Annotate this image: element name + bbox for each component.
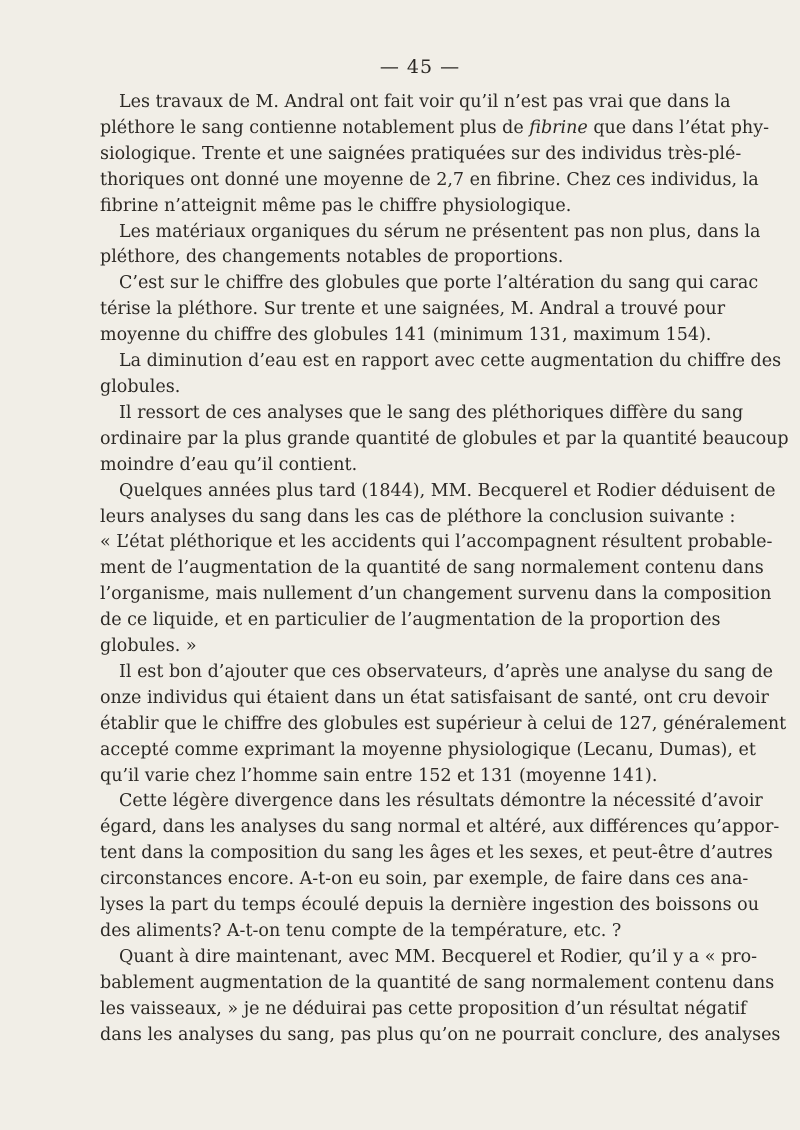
- text-line: Les matériaux organiques du sérum ne présentent pas non plus, dans la: [119, 221, 761, 242]
- text-line: ment de l’augmentation de la quantité de sang normalement contenu dans: [100, 558, 764, 579]
- text-line: les vaisseaux, » je ne déduirai pas cette proposition d’un résultat négatif: [100, 998, 747, 1019]
- text-line: thoriques ont donné une moyenne de 2,7 en fibrine. Chez ces individus, la: [100, 169, 759, 190]
- paragraph: [100, 789, 780, 944]
- emphasis: fibrine: [529, 117, 588, 138]
- text-line: « L’état pléthorique et les accidents qui l’accompagnent résultent probable-: [100, 532, 773, 553]
- text-line: égard, dans les analyses du sang normal et altéré, aux différences qu’appor-: [100, 817, 780, 838]
- paragraph: [100, 349, 782, 401]
- text-line: bablement augmentation de la quantité de sang normalement contenu dans: [100, 972, 775, 993]
- text-line: térise la pléthore. Sur trente et une saignées, M. Andral a trouvé pour: [100, 299, 726, 320]
- text-line: leurs analyses du sang dans les cas de pléthore la conclusion suivante :: [100, 506, 736, 527]
- text-line: établir que le chiffre des globules est supérieur à celui de 127, généralement: [100, 713, 787, 734]
- paragraph: [100, 401, 789, 479]
- text-line: [100, 116, 770, 142]
- paragraph: [100, 90, 770, 220]
- text-line: dans les analyses du sang, pas plus qu’on ne pourrait conclure, des analyses: [100, 1024, 781, 1045]
- text-line: moyenne du chiffre des globules 141 (minimum 131, maximum 154).: [100, 325, 712, 346]
- body-text: [100, 90, 789, 1049]
- text-line: circonstances encore. A-t-on eu soin, par exemple, de faire dans ces ana-: [100, 869, 749, 890]
- text-run: pléthore le sang contienne notablement plus de: [100, 117, 530, 138]
- paragraph: [100, 479, 776, 660]
- text-line: siologique. Trente et une saignées pratiquées sur des individus très-plé-: [100, 143, 742, 164]
- text-line: lyses la part du temps écoulé depuis la dernière ingestion des boissons ou: [100, 895, 759, 916]
- text-line: Il est bon d’ajouter que ces observateurs, d’après une analyse du sang de: [119, 661, 774, 682]
- paragraph: [100, 660, 787, 790]
- text-line: accepté comme exprimant la moyenne physiologique (Lecanu, Dumas), et: [100, 739, 756, 760]
- text-line: pléthore, des changements notables de proportions.: [100, 247, 564, 268]
- text-line: C’est sur le chiffre des globules que porte l’altération du sang qui carac: [119, 273, 759, 294]
- text-line: globules.: [100, 376, 181, 397]
- text-line: moindre d’eau qu’il contient.: [100, 454, 358, 475]
- text-line: Quelques années plus tard (1844), MM. Becquerel et Rodier déduisent de: [119, 480, 776, 501]
- text-line: onze individus qui étaient dans un état satisfaisant de santé, ont cru devoir: [100, 687, 769, 708]
- text-line: La diminution d’eau est en rapport avec cette augmentation du chiffre des: [119, 351, 782, 372]
- text-line: de ce liquide, et en particulier de l’augmentation de la proportion des: [100, 610, 721, 631]
- text-line: Les travaux de M. Andral ont fait voir qu’il n’est pas vrai que dans la: [119, 92, 731, 112]
- text-line: des aliments? A-t-on tenu compte de la température, etc. ?: [100, 921, 622, 941]
- text-line: tent dans la composition du sang les âges et les sexes, et peut-être d’autres: [100, 843, 773, 864]
- text-line: qu’il varie chez l’homme sain entre 152 et 131 (moyenne 141).: [100, 765, 658, 786]
- paragraph: [100, 271, 759, 349]
- page-number: — 45 —: [379, 56, 461, 78]
- text-run: que dans l’état phy-: [587, 117, 770, 138]
- text-line: Quant à dire maintenant, avec MM. Becquerel et Rodier, qu’il y a « pro-: [119, 946, 758, 967]
- text-line: fibrine n’atteignit même pas le chiffre physiologique.: [100, 195, 572, 216]
- text-line: globules. »: [100, 636, 197, 657]
- text-line: Il ressort de ces analyses que le sang des pléthoriques diffère du sang: [119, 402, 744, 423]
- text-line: l’organisme, mais nullement d’un changement survenu dans la composition: [100, 584, 772, 605]
- paragraph: [100, 220, 761, 272]
- text-line: ordinaire par la plus grande quantité de globules et par la quantité beaucoup: [100, 428, 789, 449]
- paragraph: [100, 945, 781, 1049]
- text-line: Cette légère divergence dans les résultats démontre la nécessité d’avoir: [119, 791, 763, 812]
